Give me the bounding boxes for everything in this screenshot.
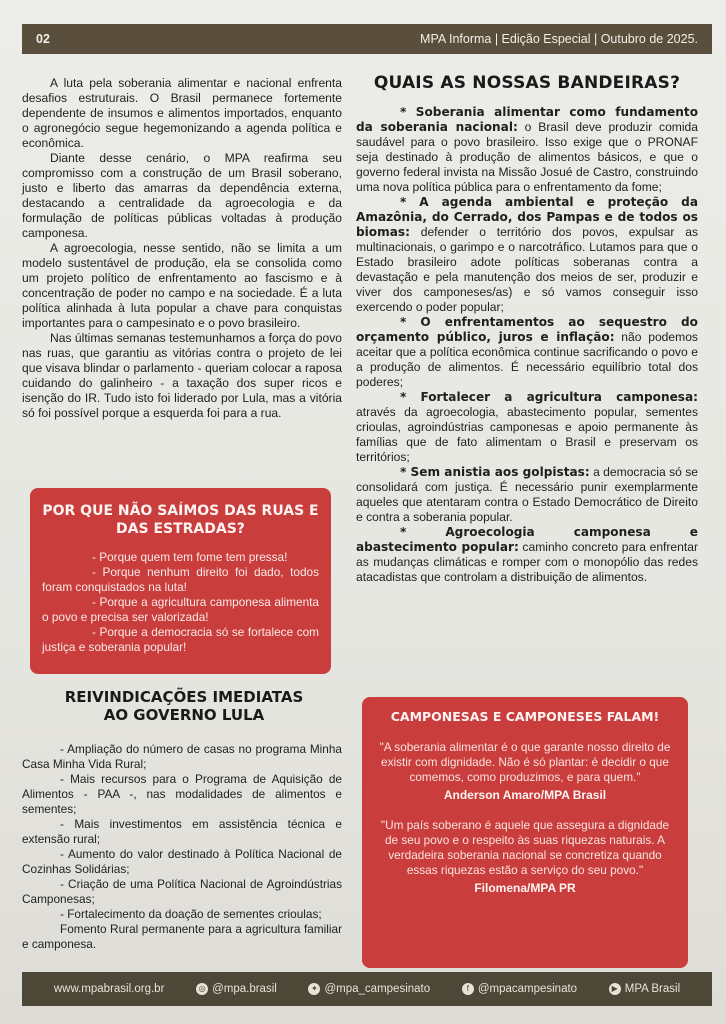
quote-text: "A soberania alimentar é o que garante nosso direito de existir com dignidade. Não é só plantar: é decidir o que comemos, como produzimos, e para quem." xyxy=(379,740,671,784)
youtube-channel[interactable]: ▶ MPA Brasil xyxy=(609,983,680,995)
list-item: - Mais recursos para o Programa de Aquisição de Alimentos - PAA -, nas modalidades de alimentos e sementes; xyxy=(22,772,342,816)
peasants-speak-title: CAMPONESAS E CAMPONESES FALAM! xyxy=(390,709,660,724)
why-streets-title: POR QUE NÃO SAÍMOS DAS RUAS E DAS ESTRADAS? xyxy=(42,503,319,537)
flags-title: QUAIS AS NOSSAS BANDEIRAS? xyxy=(373,73,681,93)
twitter-icon: ✦ xyxy=(308,983,320,995)
list-item: - Porque a democracia só se fortalece com justiça e soberania popular! xyxy=(42,625,319,654)
paragraph: Diante desse cenário, o MPA reafirma seu compromisso com a construção de um Brasil soberano, justo e liberto das amarras da dependência externa, destacando a centralidade da agroecologia e da formulação de políticas públicas voltadas à produção camponesa. xyxy=(22,151,342,240)
peasants-speak-box xyxy=(362,697,688,968)
page-number: 02 xyxy=(36,32,50,46)
page-footer xyxy=(22,972,712,1006)
flag-item: * A agenda ambiental e proteção da Amazônia, do Cerrado, dos Pampas e de todos os biomas: defender o território dos povos, expulsar as multinacionais, o garimpo e o narcotráfico. Lutamos para que o Estado brasileiro adote políticas soberanas contra a devastação e pela manutenção dos meios de ser, produzir e viver dos camponeses/as) e só vamos conseguir isso exercendo o poder popular; xyxy=(356,195,698,314)
facebook-icon: f xyxy=(462,983,474,995)
right-column xyxy=(356,73,699,585)
flag-item: * Soberania alimentar como fundamento da soberania nacional: o Brasil deve produzir comida saudável para o povo brasileiro. Isso exige que o PRONAF seja destinado à produção de alimentos básicos, e que o governo federal invista na Missão Josué de Castro, construindo uma nova política pública para o enfrentamento da fome; xyxy=(356,105,699,194)
list-item: - Aumento do valor destinado à Política Nacional de Cozinhas Solidárias; xyxy=(22,847,342,876)
list-item: - Mais investimentos em assistência técnica e extensão rural; xyxy=(22,817,342,846)
list-item: - Porque a agricultura camponesa alimenta o povo e precisa ser valorizada! xyxy=(42,595,319,624)
page-header xyxy=(22,24,712,54)
facebook-handle[interactable]: f @mpacampesinato xyxy=(462,983,577,995)
demands-list xyxy=(22,742,342,952)
flag-item: * Agroecologia camponesa e abastecimento popular: caminho concreto para enfrentar as mudanças climáticas e romper com o monopólio das redes atacadistas que controlam a distribuição de alimentos. xyxy=(356,525,698,584)
flag-item: * Sem anistia aos golpistas: a democracia só se consolidará com justiça. É necessário punir exemplarmente aqueles que atentaram contra o Estado Democrático de Direito e contra a soberania popular. xyxy=(356,465,698,524)
demands-title: REIVINDICAÇÕES IMEDIATAS AO GOVERNO LULA xyxy=(64,688,304,724)
list-item: - Fortalecimento da doação de sementes crioulas; xyxy=(60,907,322,921)
quote-author: Anderson Amaro/MPA Brasil xyxy=(443,788,607,802)
instagram-handle[interactable]: ◎ @mpa.brasil xyxy=(196,983,277,995)
instagram-icon: ◎ xyxy=(196,983,208,995)
flag-item: * O enfrentamentos ao sequestro do orçamento público, juros e inflação: não podemos aceitar que a política econômica continue sacrificando o povo e a produção de alimentos. É necessário equilíbrio total dos poderes; xyxy=(356,315,698,389)
youtube-icon: ▶ xyxy=(609,983,621,995)
paragraph: Nas últimas semanas testemunhamos a força do povo nas ruas, que garantiu as vitórias contra o projeto de lei que visava blindar o parlamento - queriam colocar a raposa cuidando do galinheiro - a taxação dos super ricos e isenção do IR. Tudo isto foi liderado por Lula, mas a vitória só foi possível porque a esquerda foi para a rua. xyxy=(22,331,342,420)
list-item: - Criação de uma Política Nacional de Agroindústrias Camponesas; xyxy=(22,877,342,906)
list-item: - Porque nenhum direito foi dado, todos foram conquistados na luta! xyxy=(42,565,319,594)
left-column xyxy=(22,76,342,421)
list-item: Fomento Rural permanente para a agricultura familiar e camponesa. xyxy=(22,922,342,951)
list-item: - Ampliação do número de casas no programa Minha Casa Minha Vida Rural; xyxy=(22,742,342,771)
flag-item: * Fortalecer a agricultura camponesa: através da agroecologia, abastecimento popular, sementes crioulas, agroindústrias camponesas e apoio permanente às famílias que de fato alimentam o Brasil e preservam os territórios; xyxy=(356,390,698,464)
why-streets-box xyxy=(30,488,331,674)
quote-author: Filomena/MPA PR xyxy=(474,881,576,895)
twitter-handle[interactable]: ✦ @mpa_campesinato xyxy=(308,983,430,995)
quote-text: "Um país soberano é aquele que assegura a dignidade de seu povo e o respeito às suas riquezas naturais. A verdadeira soberania nacional se concretiza quando essas riquezas estão a serviço do seu povo." xyxy=(380,818,670,877)
paragraph: A luta pela soberania alimentar e nacional enfrenta desafios estruturais. O Brasil permanece fortemente dependente de insumos e alimentos importados, enquanto o agronegócio segue hegemonizando a agenda política e econômica. xyxy=(22,76,342,150)
website-link[interactable]: www.mpabrasil.org.br xyxy=(53,983,165,995)
list-item: - Porque quem tem fome tem pressa! xyxy=(92,550,288,564)
paragraph: A agroecologia, nesse sentido, não se limita a um modelo sustentável de produção, ela se consolida como um projeto político de enfrentamento ao fascismo e à concentração de poder no campo e na sociedade. É a luta política alinhada à luta popular a chave para conquistas importantes para o campesinato e o povo brasileiro. xyxy=(22,241,342,330)
publication-info: MPA Informa | Edição Especial | Outubro de 2025. xyxy=(420,32,698,46)
